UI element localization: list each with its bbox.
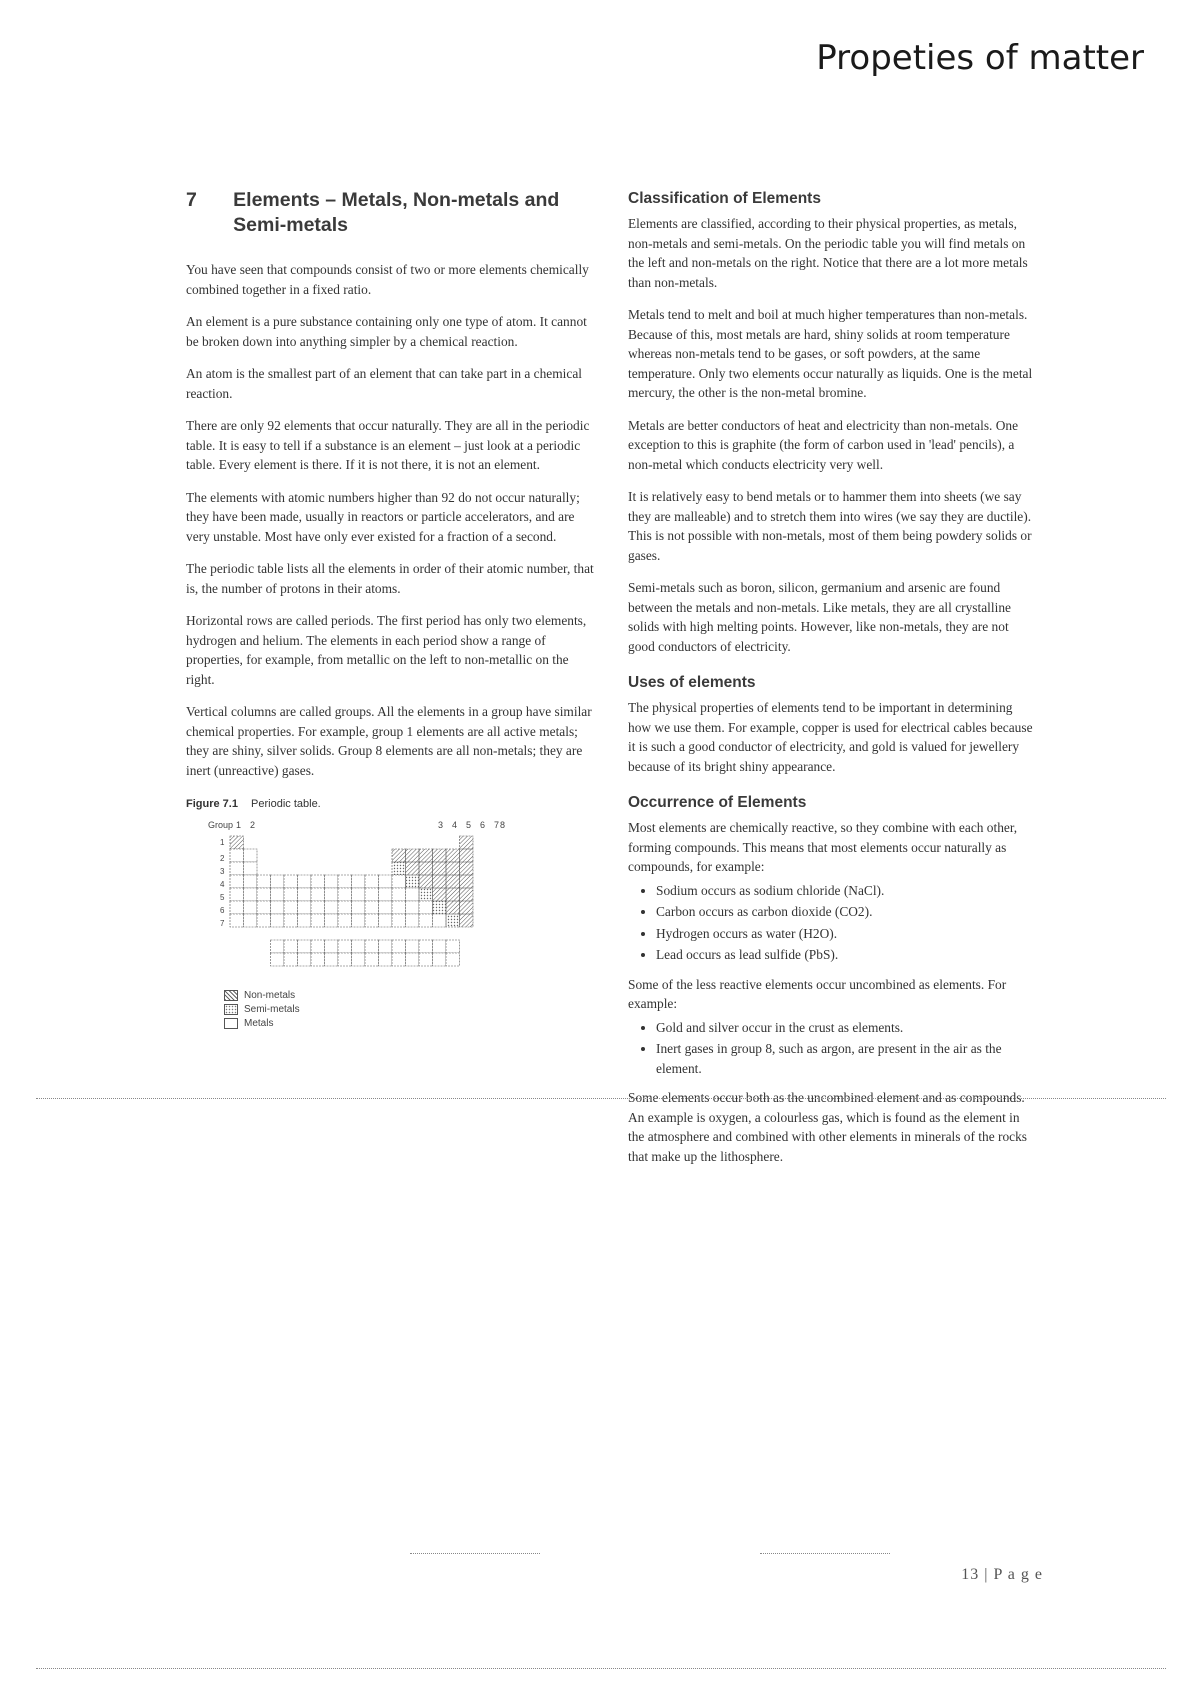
- periodic-table-cell: [406, 914, 420, 927]
- periodic-table-cell: [406, 888, 420, 901]
- periodic-table-cell: [271, 940, 285, 953]
- element-definition-paragraph: An element is a pure substance containing only one type of atom. It cannot be broken down into anything simpler by a chemical reaction.: [186, 314, 587, 349]
- periodic-table-cell: [379, 901, 393, 914]
- periodic-table-cell: [325, 888, 339, 901]
- periodic-table-cell: [406, 849, 420, 862]
- chapter-number: 7: [186, 189, 197, 211]
- periodic-table-cell: [419, 914, 433, 927]
- uncombined-examples-list: [628, 1018, 1038, 1079]
- periodic-table-cell: [446, 914, 460, 927]
- periodic-table-cell: [352, 940, 366, 953]
- chapter-title: Elements – Metals, Non-metals and Semi-metals: [233, 189, 560, 236]
- periodic-table-cell: [257, 914, 271, 927]
- periodic-table-cell: [257, 888, 271, 901]
- group-number-8: 8: [500, 820, 506, 830]
- periodic-table-cell: [419, 940, 433, 953]
- uses-heading: Uses of elements: [628, 674, 756, 691]
- periodic-table-cell: [311, 888, 325, 901]
- list-item: • Inert gases in group 8, such as argon, are present in the air as the element.: [656, 1039, 1038, 1078]
- periodic-table-cell: [325, 953, 339, 966]
- periodic-table-cell: [230, 888, 244, 901]
- periodic-table-cell: [392, 901, 406, 914]
- periodic-table-cell: [419, 901, 433, 914]
- periodic-table-cell: [338, 940, 352, 953]
- periods-paragraph: Horizontal rows are called periods. The first period has only two elements, hydrogen and helium. The elements in each period show a range of properties, for example, from metallic on the left to non-metallic on the right.: [186, 613, 587, 687]
- nonmetals-swatch: [224, 990, 238, 1001]
- periodic-table-cell: [392, 862, 406, 875]
- periodic-table-cell: [392, 888, 406, 901]
- periodic-table-cell: [446, 875, 460, 888]
- periodic-table-cell: [338, 888, 352, 901]
- periodic-table-cell: [379, 888, 393, 901]
- periodic-table-cell: [446, 901, 460, 914]
- periodic-table-cell: [406, 953, 420, 966]
- periodic-table-cell: [257, 875, 271, 888]
- periodic-table-cell: [271, 953, 285, 966]
- periodic-table-cell: [419, 888, 433, 901]
- group-number-4: 4: [452, 820, 458, 830]
- periodic-table-cell: [365, 914, 379, 927]
- list-item: • Hydrogen occurs as water (H2O).: [656, 924, 1038, 944]
- periodic-table-cell: [338, 914, 352, 927]
- periodic-table-cell: [406, 940, 420, 953]
- figure-caption: [186, 798, 596, 810]
- periodic-table-cell: [352, 875, 366, 888]
- periodic-table-cell: [244, 875, 258, 888]
- periodic-table-cell: [433, 953, 447, 966]
- periodic-table-paragraph: The periodic table lists all the elements in order of their atomic number, that is, the number of protons in their atoms.: [186, 561, 594, 596]
- periodic-table-cell: [325, 914, 339, 927]
- periodic-table-cell: [298, 940, 312, 953]
- periodic-table-cell: [365, 875, 379, 888]
- occurrence-closing: Some elements occur both as the uncombined element and as compounds. An example is oxygen, a colourless gas, which is found as the element in the atmosphere and combined with other elements in minerals of the rocks that make up the lithosphere.: [628, 1090, 1027, 1164]
- occurrence-intro: Most elements are chemically reactive, so they combine with each other, forming compounds. This means that most elements occur naturally as compounds, for example:: [628, 820, 1018, 874]
- periodic-table-cell: [433, 914, 447, 927]
- periodic-table-cell: [271, 901, 285, 914]
- periodic-table-cell: [446, 953, 460, 966]
- periodic-table-cell: [230, 875, 244, 888]
- classification-paragraph-3: Metals are better conductors of heat and electricity than non-metals. One exception to this is graphite (the form of carbon used in 'lead' pencils), a non-metal which conducts electricity very well.: [628, 417, 1019, 472]
- metals-swatch: [224, 1018, 238, 1029]
- periodic-table-cell: [325, 875, 339, 888]
- intro-paragraph: You have seen that compounds consist of two or more elements chemically combined together in a fixed ratio.: [186, 262, 589, 297]
- periodic-table-cell: [311, 875, 325, 888]
- list-item: • Gold and silver occur in the crust as elements.: [656, 1018, 1038, 1038]
- periodic-table-cell: [352, 901, 366, 914]
- periodic-table-cell: [325, 901, 339, 914]
- periodic-table-cell: [338, 901, 352, 914]
- group-number-7: 7: [494, 820, 500, 830]
- periodic-table-cell: [419, 953, 433, 966]
- compound-examples-list: [628, 881, 1038, 965]
- periodic-table-cell: [392, 875, 406, 888]
- periodic-table-cell: [460, 836, 474, 849]
- periodic-table-cell: [244, 862, 258, 875]
- periodic-table-cell: [365, 953, 379, 966]
- periodic-table-cell: [392, 914, 406, 927]
- groups-paragraph: Vertical columns are called groups. All the elements in a group have similar chemical properties. For example, group 1 elements are all active metals; they are shiny, silver solids. Group 8 elements are all non-metals; they are inert (unreactive) gases.: [186, 704, 592, 778]
- semimetals-swatch: [224, 1004, 238, 1015]
- natural-elements-paragraph: There are only 92 elements that occur naturally. They are all in the periodic table. It is easy to tell if a substance is an element – just look at a periodic table. Every element is there. If it is not there, it is not an element.: [186, 418, 590, 472]
- page-number: 13 | P a g e: [961, 1566, 1043, 1583]
- legend-metals: Metals: [224, 1016, 596, 1030]
- periodic-table-cell: [392, 940, 406, 953]
- periodic-table-cell: [460, 888, 474, 901]
- periodic-table-cell: [284, 875, 298, 888]
- periodic-table-cell: [433, 888, 447, 901]
- legend-nonmetals: Non-metals: [224, 988, 596, 1002]
- scan-artifact-line: [410, 1553, 540, 1554]
- periodic-table-cell: [230, 849, 244, 862]
- group-label: Group: [208, 820, 234, 830]
- classification-paragraph-5: Semi-metals such as boron, silicon, germanium and arsenic are found between the metals and non-metals. Like metals, they are all crystalline solids with high melting points. However, like non-metals, they are not good conductors of electricity.: [628, 580, 1011, 654]
- legend-semimetals: Semi-metals: [224, 1002, 596, 1016]
- atom-definition-paragraph: An atom is the smallest part of an element that can take part in a chemical reaction.: [186, 366, 582, 401]
- periodic-table-cell: [365, 940, 379, 953]
- periodic-table-cell: [433, 901, 447, 914]
- periodic-table-cell: [298, 901, 312, 914]
- periodic-table-cell: [257, 901, 271, 914]
- classification-paragraph-4: It is relatively easy to bend metals or to hammer them into sheets (we say they are malleable) and to stretch them into wires (we say they are ductile). This is not possible with non-metals, most of them being powdery solids or gases.: [628, 489, 1032, 563]
- periodic-table-cell: [298, 888, 312, 901]
- periodic-table-cell: [446, 849, 460, 862]
- list-item: • Sodium occurs as sodium chloride (NaCl).: [656, 881, 1038, 901]
- periodic-table-cell: [365, 888, 379, 901]
- periodic-table-cell: [244, 888, 258, 901]
- periodic-table-cell: [352, 914, 366, 927]
- figure-caption-text: Periodic table.: [251, 798, 321, 810]
- periodic-table-cell: [284, 888, 298, 901]
- left-column: [186, 188, 596, 1030]
- period-number-4: 4: [220, 880, 225, 889]
- figure-legend: [224, 988, 596, 1030]
- periodic-table-cell: [298, 953, 312, 966]
- list-item: • Lead occurs as lead sulfide (PbS).: [656, 945, 1038, 965]
- periodic-table-cell: [365, 901, 379, 914]
- periodic-table-cell: [433, 875, 447, 888]
- occurrence-middle: Some of the less reactive elements occur uncombined as elements. For example:: [628, 976, 1007, 1011]
- group-number-5: 5: [466, 820, 472, 830]
- periodic-table-cell: [406, 901, 420, 914]
- classification-heading: Classification of Elements: [628, 190, 821, 207]
- periodic-table-cell: [244, 849, 258, 862]
- periodic-table-grid: [230, 836, 473, 966]
- periodic-table-cell: [284, 914, 298, 927]
- period-number-1: 1: [220, 838, 225, 847]
- periodic-table-cell: [230, 836, 244, 849]
- period-number-5: 5: [220, 893, 225, 902]
- list-item: • Carbon occurs as carbon dioxide (CO2).: [656, 902, 1038, 922]
- periodic-table-cell: [419, 849, 433, 862]
- periodic-table-cell: [338, 875, 352, 888]
- periodic-table-cell: [352, 953, 366, 966]
- periodic-table-cell: [284, 901, 298, 914]
- periodic-table-cell: [244, 901, 258, 914]
- periodic-table-cell: [298, 875, 312, 888]
- synthetic-elements-paragraph: The elements with atomic numbers higher than 92 do not occur naturally; they have been made, usually in reactors or particle accelerators, and are very unstable. Most have only ever existed for a fraction of a second.: [186, 489, 580, 544]
- group-number-3: 3: [438, 820, 444, 830]
- periodic-table-cell: [352, 888, 366, 901]
- periodic-table-cell: [271, 875, 285, 888]
- occurrence-heading: Occurrence of Elements: [628, 794, 807, 811]
- periodic-table-cell: [460, 875, 474, 888]
- periodic-table-cell: [446, 862, 460, 875]
- periodic-table-cell: [271, 914, 285, 927]
- periodic-table-cell: [446, 888, 460, 901]
- periodic-table-cell: [433, 849, 447, 862]
- periodic-table-cell: [230, 901, 244, 914]
- periodic-table-cell: [379, 953, 393, 966]
- group-number-6: 6: [480, 820, 486, 830]
- right-column: [628, 188, 1038, 1179]
- group-number-2: 2: [250, 820, 256, 830]
- periodic-table-cell: [311, 940, 325, 953]
- periodic-table-cell: [338, 953, 352, 966]
- periodic-table-cell: [325, 940, 339, 953]
- periodic-table-cell: [311, 953, 325, 966]
- periodic-table-cell: [392, 953, 406, 966]
- periodic-table-cell: [284, 953, 298, 966]
- periodic-table-cell: [419, 875, 433, 888]
- periodic-table-cell: [298, 914, 312, 927]
- period-number-2: 2: [220, 854, 225, 863]
- periodic-table-cell: [406, 862, 420, 875]
- scan-artifact-line: [36, 1668, 1166, 1669]
- periodic-table-cell: [379, 875, 393, 888]
- periodic-table-cell: [379, 914, 393, 927]
- periodic-table-cell: [419, 862, 433, 875]
- periodic-table-cell: [446, 940, 460, 953]
- periodic-table-cell: [460, 849, 474, 862]
- periodic-table-cell: [311, 901, 325, 914]
- periodic-table-cell: [406, 875, 420, 888]
- periodic-table-cell: [230, 914, 244, 927]
- periodic-table-cell: [379, 940, 393, 953]
- classification-paragraph-1: Elements are classified, according to their physical properties, as metals, non-metals and semi-metals. On the periodic table you will find metals on the left and non-metals on the right. Notice that there are a lot more metals than non-metals.: [628, 216, 1028, 290]
- figure-label: Figure 7.1: [186, 798, 238, 810]
- periodic-table-cell: [433, 940, 447, 953]
- periodic-table-cell: [433, 862, 447, 875]
- periodic-table-cell: [460, 914, 474, 927]
- periodic-table-cell: [230, 862, 244, 875]
- group-number-1: 1: [236, 820, 242, 830]
- periodic-table-cell: [271, 888, 285, 901]
- period-number-6: 6: [220, 906, 225, 915]
- periodic-table-cell: [311, 914, 325, 927]
- periodic-table-cell: [284, 940, 298, 953]
- document-header-title: Propeties of matter: [816, 38, 1144, 78]
- periodic-table-cell: [244, 914, 258, 927]
- uses-paragraph: The physical properties of elements tend to be important in determining how we use them. For example, copper is used for electrical cables because it is such a good conductor of electricity, and gold is valued for jewellery because of its bright shiny appearance.: [628, 700, 1033, 774]
- scan-artifact-line: [760, 1553, 890, 1554]
- scan-artifact-line: [36, 1098, 1166, 1099]
- chapter-heading: [186, 188, 596, 238]
- period-number-7: 7: [220, 919, 225, 928]
- periodic-table-cell: [460, 901, 474, 914]
- classification-paragraph-2: Metals tend to melt and boil at much higher temperatures than non-metals. Because of this, most metals are hard, shiny solids at room temperature whereas non-metals tend to be gases, or soft powders, at the same temperature. Only two elements occur naturally as liquids. One is the metal mercury, the other is the non-metal bromine.: [628, 307, 1033, 400]
- periodic-table-cell: [460, 862, 474, 875]
- periodic-table-cell: [392, 849, 406, 862]
- periodic-table-figure: [186, 816, 506, 986]
- period-number-3: 3: [220, 867, 225, 876]
